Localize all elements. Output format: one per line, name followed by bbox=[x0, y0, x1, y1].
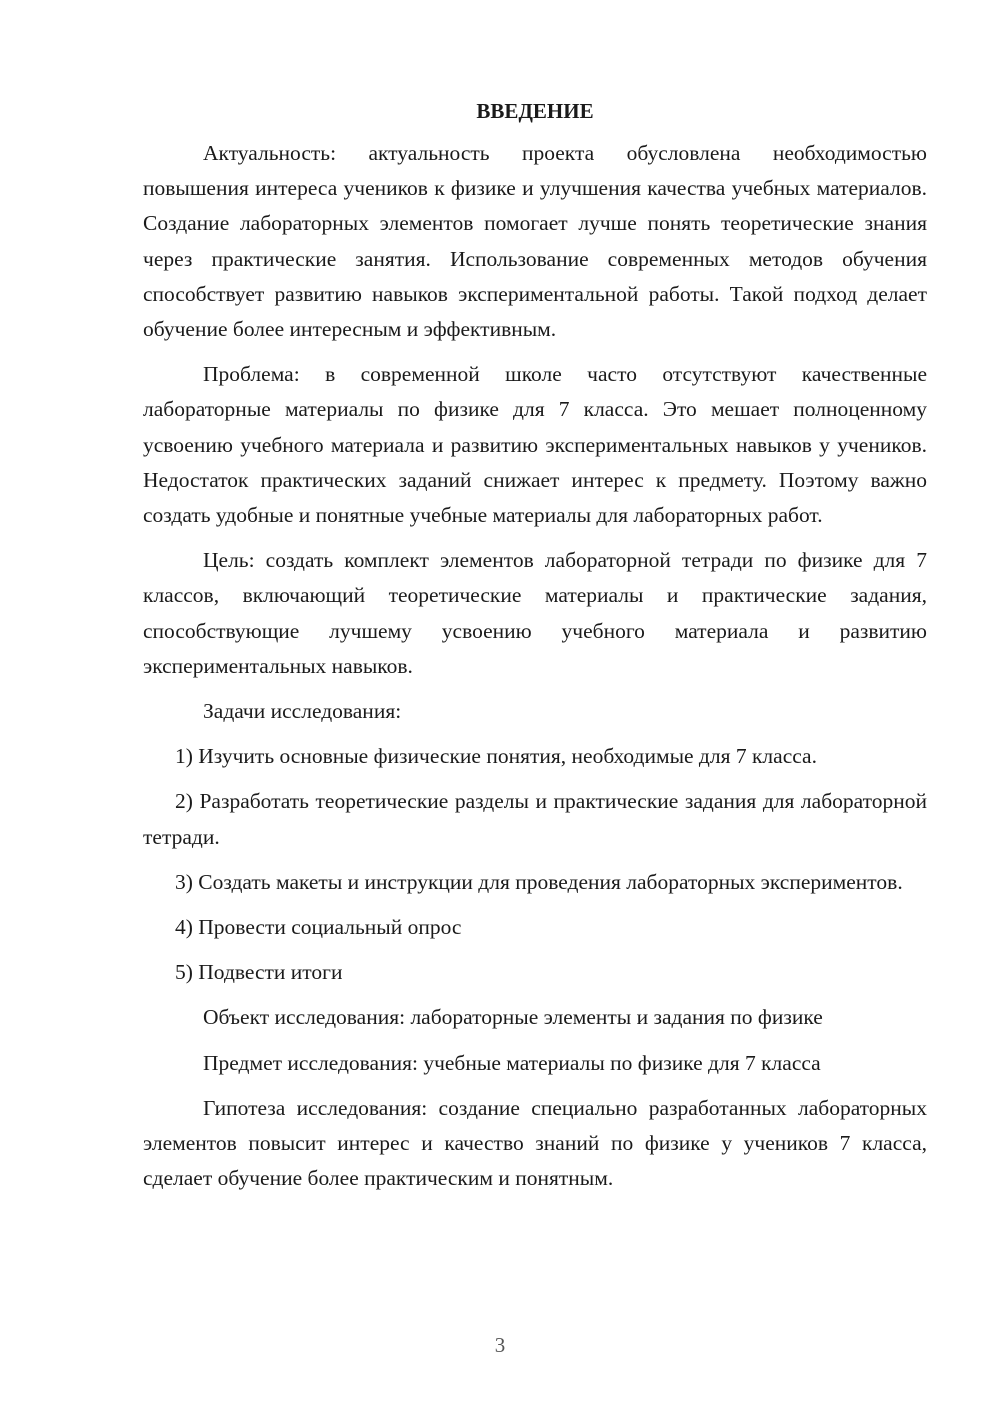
task-item-3: 3) Создать макеты и инструкции для проведения лабораторных экспериментов. bbox=[175, 869, 903, 894]
task-item-1: 1) Изучить основные физические понятия, необходимые для 7 класса. bbox=[175, 744, 817, 769]
goal-paragraph: Цель: создать комплект элементов лабораторной тетради по физике для 7 классов, включающий теоретические материалы и практические задания, способствующие лучшему усвоению учебного материала и развитию экспериментальных навыков. bbox=[143, 548, 927, 678]
hypothesis-paragraph: Гипотеза исследования: создание специально разработанных лабораторных элементов повысит интерес и качество знаний по физике у учеников 7 класса, сделает обучение более практическим и понятным. bbox=[143, 1095, 927, 1191]
page-number: 3 bbox=[494, 1333, 506, 1357]
subject-paragraph: Предмет исследования: учебные материалы по физике для 7 класса bbox=[203, 1050, 821, 1075]
section-title: ВВЕДЕНИЕ bbox=[476, 99, 594, 123]
tasks-heading: Задачи исследования: bbox=[203, 699, 402, 724]
page-content bbox=[143, 96, 927, 1206]
task-item-4: 4) Провести социальный опрос bbox=[175, 915, 462, 940]
problem-paragraph: Проблема: в современной школе часто отсутствуют качественные лабораторные материалы по физике для 7 класса. Это мешает полноценному усвоению учебного материала и развитию экспериментальных навыков у учеников. Недостаток практических заданий снижает интерес к предмету. Поэтому важно создать удобные и понятные учебные материалы для лабораторных работ. bbox=[143, 362, 927, 528]
relevance-paragraph: Актуальность: актуальность проекта обусловлена необходимостью повышения интереса учеников к физике и улучшения качества учебных материалов. Создание лабораторных элементов помогает лучше понять теоретические знания через практические занятия. Использование современных методов обучения способствует развитию навыков экспериментальной работы. Такой подход делает обучение более интересным и эффективным. bbox=[143, 141, 927, 342]
object-paragraph: Объект исследования: лабораторные элементы и задания по физике bbox=[203, 1005, 823, 1030]
task-item-5: 5) Подвести итоги bbox=[175, 960, 343, 985]
task-item-2: 2) Разработать теоретические разделы и практические задания для лабораторной тетради. bbox=[143, 789, 927, 849]
